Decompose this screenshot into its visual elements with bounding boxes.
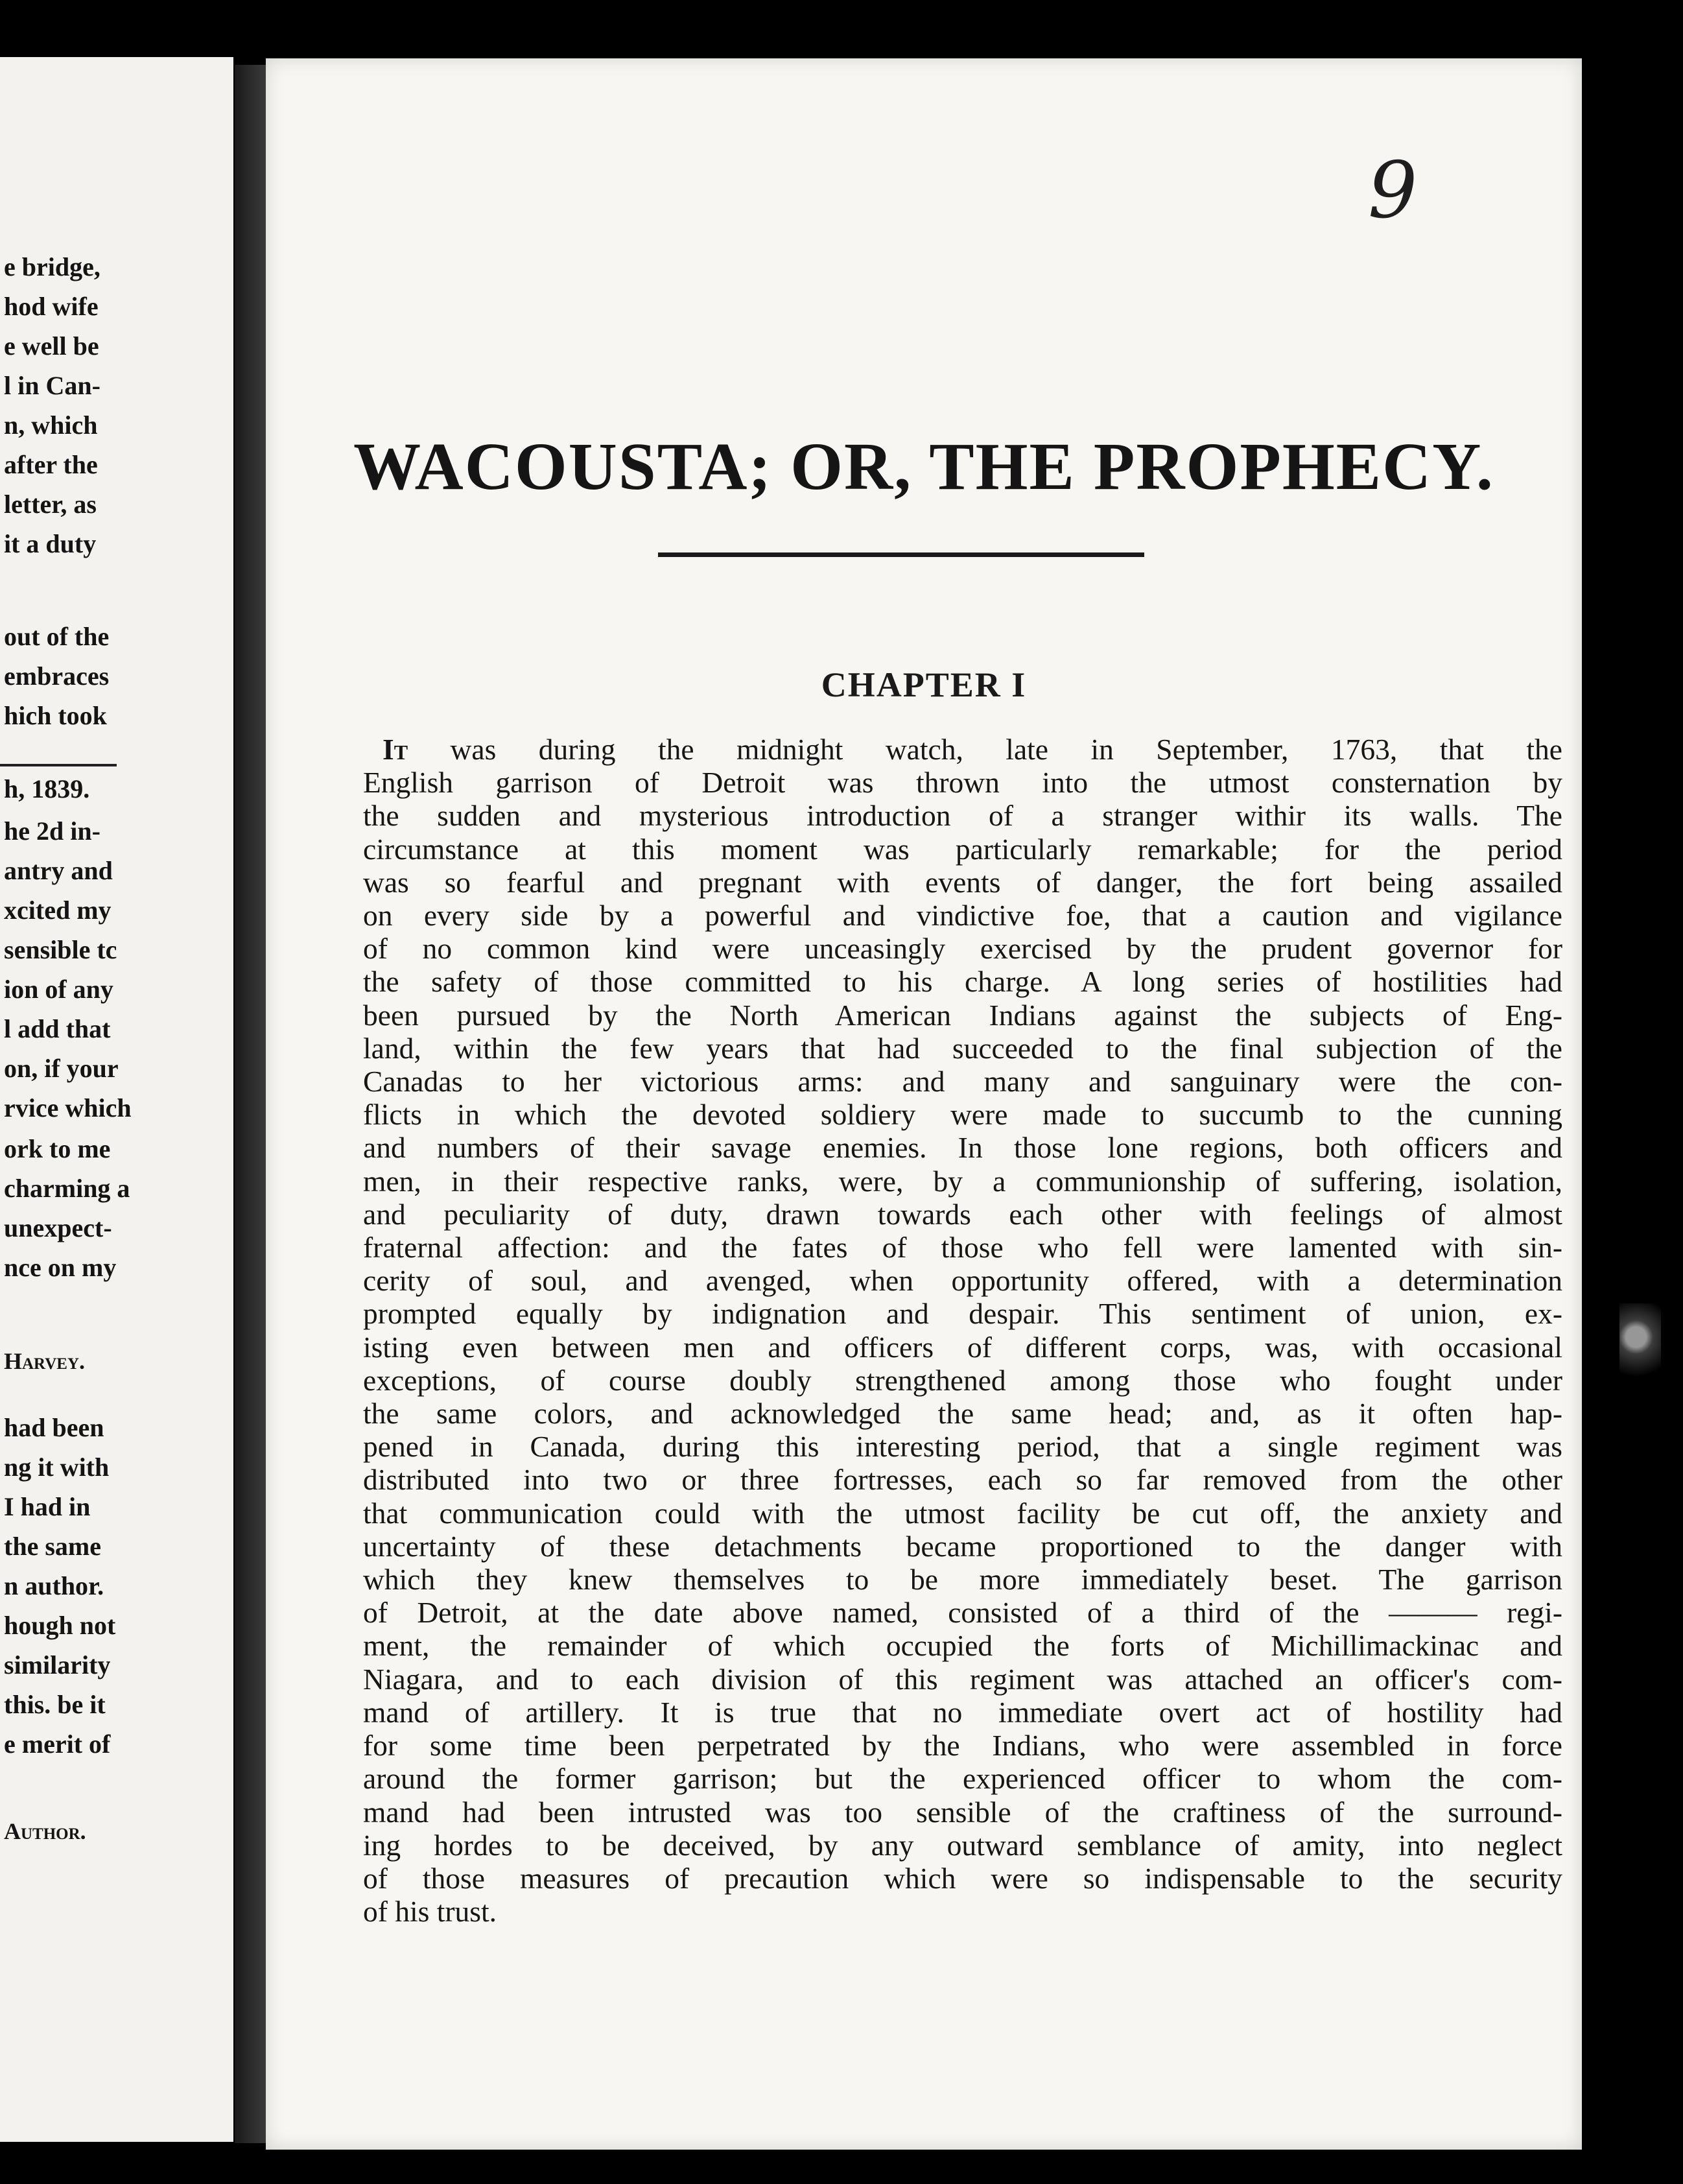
left-page-line: h, 1839. [4, 774, 90, 803]
body-line: mand had been intrusted was too sensible of the craftiness of the surround- [363, 1795, 1562, 1829]
left-page-rule [0, 764, 117, 766]
left-page-line: antry and [4, 856, 113, 885]
body-line: of no common kind were unceasingly exercised by the prudent governor for [363, 932, 1562, 966]
left-page-line: on, if your [4, 1054, 119, 1083]
body-line: which they knew themselves to be more immediately beset. The garrison [363, 1563, 1562, 1596]
left-page-line: n author. [4, 1571, 104, 1600]
left-page-line: Author. [4, 1818, 86, 1844]
left-page-line: rvice which [4, 1093, 132, 1122]
left-page-line: ng it with [4, 1453, 110, 1482]
scan-artifact [1619, 1303, 1661, 1388]
body-line: for some time been perpetrated by the Indians, who were assembled in force [363, 1729, 1562, 1763]
body-line: isting even between men and officers of different corps, was, with occasional [363, 1330, 1562, 1364]
body-line: was so fearful and pregnant with events of danger, the fort being assailed [363, 865, 1562, 899]
lead-word: It [383, 733, 408, 766]
left-page-line: Harvey. [4, 1348, 86, 1374]
body-line: ing hordes to be deceived, by any outward semblance of amity, into neglect [363, 1828, 1562, 1862]
chapter-heading: CHAPTER I [821, 665, 1027, 704]
left-page-line: e well be [4, 331, 99, 361]
left-page-line: he 2d in- [4, 816, 100, 846]
body-line: fraternal affection: and the fates of those who fell were lamented with sin- [363, 1231, 1562, 1264]
book-gutter [235, 65, 266, 2143]
body-line: the same colors, and acknowledged the same head; and, as it often hap- [363, 1397, 1562, 1430]
left-page-line: the same [4, 1532, 101, 1561]
left-page-line: ion of any [4, 975, 113, 1004]
body-line: exceptions, of course doubly strengthened among those who fought under [363, 1363, 1562, 1397]
left-page-line: after the [4, 450, 98, 479]
body-line: ment, the remainder of which occupied the forts of Michillimackinac and [363, 1629, 1562, 1663]
left-page-line: charming a [4, 1174, 130, 1203]
body-line: English garrison of Detroit was thrown into the utmost consternation by [363, 766, 1562, 800]
handwritten-page-number: 9 [1368, 146, 1418, 236]
body-line: circumstance at this moment was particularly remarkable; for the period [363, 832, 1562, 866]
left-page-line: nce on my [4, 1253, 117, 1282]
left-page-line: I had in [4, 1492, 91, 1521]
left-page-line: unexpect- [4, 1213, 112, 1242]
left-page-line: l add that [4, 1014, 111, 1043]
book-title: WACOUSTA; OR, THE PROPHECY. [353, 429, 1494, 504]
body-line: pened in Canada, during this interesting period, that a single regiment was [363, 1430, 1562, 1464]
body-line: uncertainty of these detachments became proportioned to the danger with [363, 1529, 1562, 1563]
left-page-line: l in Can- [4, 371, 100, 400]
left-facing-page [0, 57, 233, 2142]
left-page-line: it a duty [4, 529, 97, 558]
body-line: around the former garrison; but the experienced officer to whom the com- [363, 1762, 1562, 1796]
left-page-line: e bridge, [4, 252, 100, 281]
body-line: men, in their respective ranks, were, by a communionship of suffering, isolation, [363, 1164, 1562, 1198]
body-line: prompted equally by indignation and despair. This sentiment of union, ex- [363, 1297, 1562, 1331]
left-page-line: out of the [4, 622, 110, 651]
left-page-line: similarity [4, 1650, 111, 1680]
left-page-line: e merit of [4, 1729, 111, 1759]
body-line: of Detroit, at the date above named, consisted of a third of the ——— regi- [363, 1596, 1562, 1630]
body-line: of his trust. [363, 1895, 497, 1929]
body-line: been pursued by the North American Indians against the subjects of Eng- [363, 998, 1562, 1032]
left-page-line: ork to me [4, 1134, 111, 1163]
body-line: cerity of soul, and avenged, when opportunity offered, with a determination [363, 1264, 1562, 1298]
body-line: and peculiarity of duty, drawn towards each other with feelings of almost [363, 1197, 1562, 1231]
body-line: Niagara, and to each division of this regiment was attached an officer's com- [363, 1662, 1562, 1696]
body-line: flicts in which the devoted soldiery were made to succumb to the cunning [363, 1098, 1562, 1132]
body-line: distributed into two or three fortresses, each so far removed from the other [363, 1463, 1562, 1497]
body-line: the sudden and mysterious introduction of a stranger withir its walls. The [363, 799, 1562, 833]
body-line: land, within the few years that had succeeded to the final subjection of the [363, 1031, 1562, 1065]
left-page-line: xcited my [4, 896, 112, 925]
body-line: that communication could with the utmost facility be cut off, the anxiety and [363, 1496, 1562, 1530]
body-line: and numbers of their savage enemies. In those lone regions, both officers and [363, 1131, 1562, 1165]
left-page-line: sensible tc [4, 935, 117, 964]
body-line: the safety of those committed to his charge. A long series of hostilities had [363, 965, 1562, 999]
left-page-line: hod wife [4, 292, 99, 321]
left-page-line: letter, as [4, 490, 97, 519]
body-line: on every side by a powerful and vindictive foe, that a caution and vigilance [363, 899, 1562, 932]
body-line: Canadas to her victorious arms: and many and sanguinary were the con- [363, 1065, 1562, 1098]
chapter-body [363, 733, 1562, 1928]
left-page-line: hich took [4, 701, 107, 730]
body-line [363, 733, 1562, 766]
title-divider [658, 552, 1144, 557]
body-line: of those measures of precaution which were so indispensable to the security [363, 1861, 1562, 1895]
body-line: mand of artillery. It is true that no immediate overt act of hostility had [363, 1695, 1562, 1729]
body-line-text: was during the midnight watch, late in September, 1763, that the [408, 733, 1562, 766]
left-page-line: had been [4, 1413, 104, 1442]
left-page-line: n, which [4, 410, 98, 440]
left-page-line: embraces [4, 661, 110, 691]
left-page-line: hough not [4, 1611, 116, 1640]
left-page-line: this. be it [4, 1690, 106, 1719]
main-page [266, 58, 1582, 2150]
